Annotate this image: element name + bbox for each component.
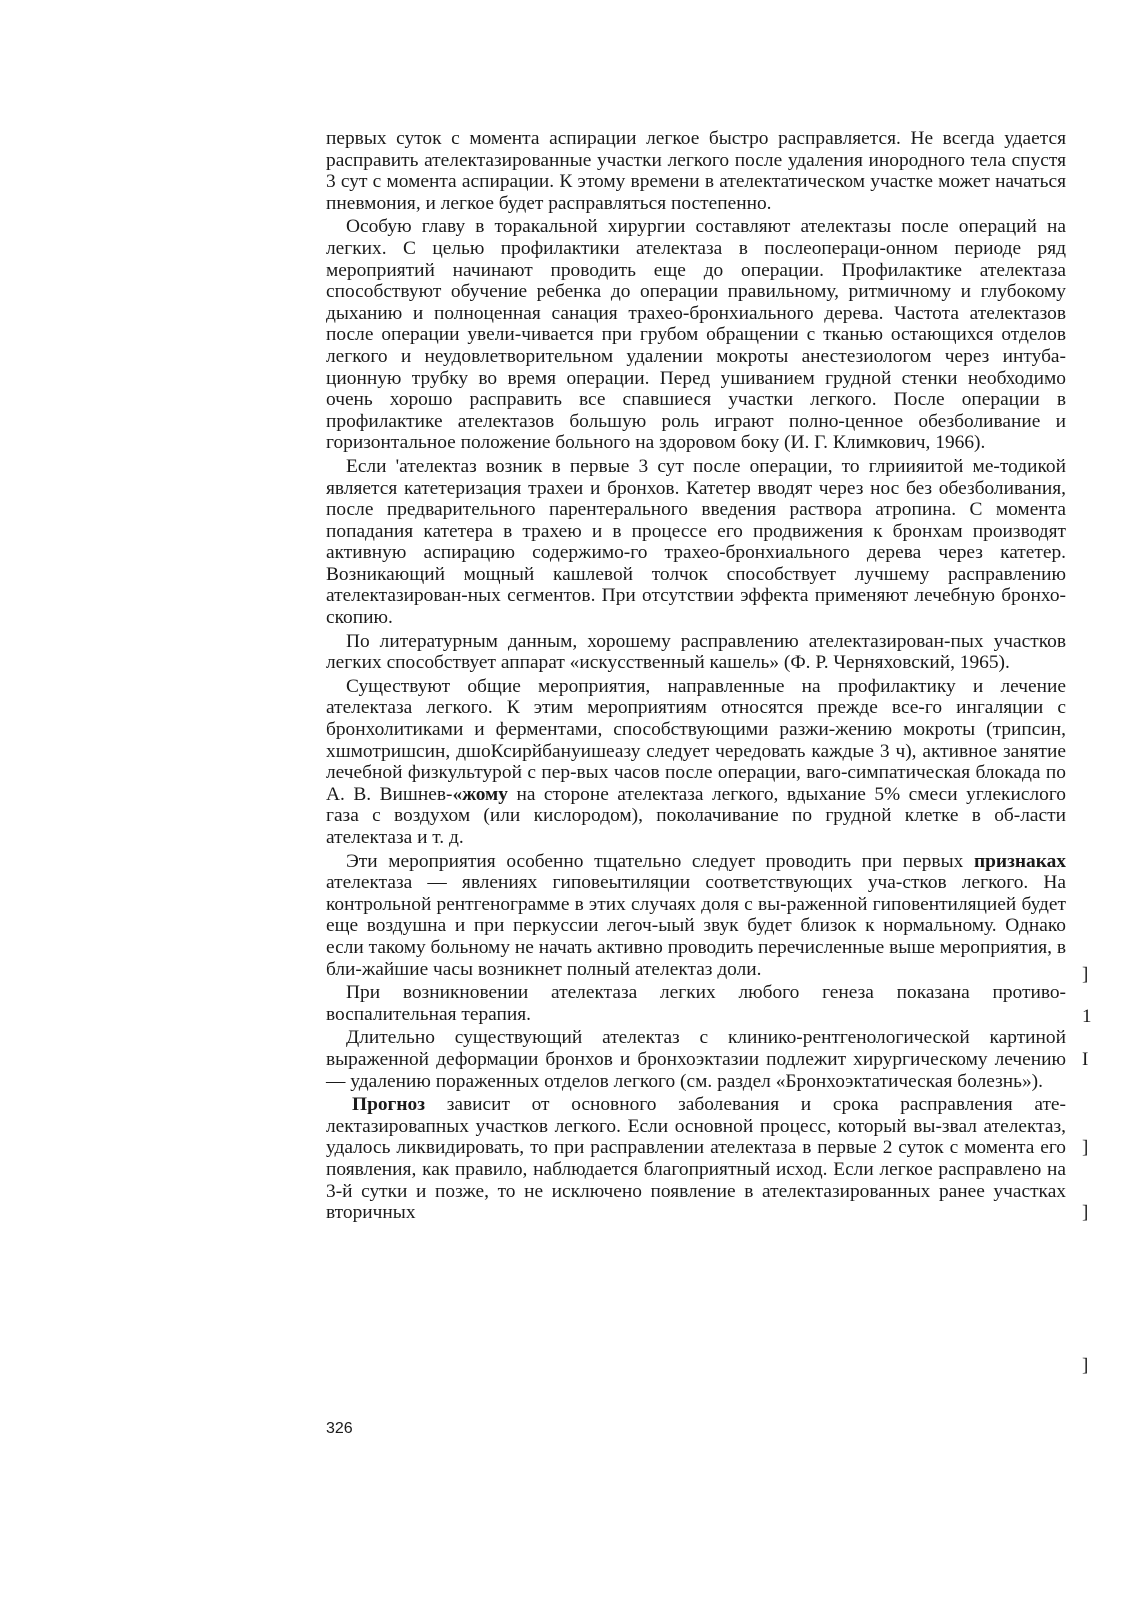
margin-mark: ] bbox=[1082, 1137, 1089, 1158]
paragraph-6: Эти мероприятия особенно тщательно следует проводить при первых признаках ателектаза — явлениях гиповеытиляции соответствующих уча-стков легкого. На контрольной рентгенограмме в этих случаях доля с вы-раженной гиповентиляцией будет еще воздушна и при перкуссии легоч-ыый звук будет близок к нормальному. Однако если такому больному не начать активно проводить перечисленные выше мероприятия, в бли-жайшие часы возникнет полный ателектаз доли. bbox=[326, 850, 1066, 980]
paragraph-1: первых суток с момента аспирации легкое быстро расправляется. Не всегда удается расправить ателектазированные участки легкого после удаления инородного тела спустя 3 сут с момента аспирации. К этому времени в ателектатическом участке может начаться пневмония, и легкое будет расправляться постепенно. bbox=[326, 128, 1066, 214]
paragraph-5: Существуют общие мероприятия, направленные на профилактику и лечение ателектаза легкого. К этим мероприятиям относятся прежде все-го ингаляции с бронхолитиками и ферментами, способствующими разжи-жению мокроты (трипсин, хшмотришсин, дшоКсирйбануишеазу следует чередовать каждые 3 ч), активное занятие лечебной физкультурой с пер-вых часов после операции, ваго-симпатическая блокада по А. В. Вишнев-«жому на стороне ателектаза легкого, вдыхание 5% смеси углекислого газа с воздухом (или кислородом), поколачивание по грудной клетке в об-ласти ателектаза и т. д. bbox=[326, 675, 1066, 848]
paragraph-8: Длительно существующий ателектаз с клинико-рентгенологической картиной выраженной деформации бронхов и бронхоэктазии подлежит хирургическому лечению — удалению пораженных отделов легкого (см. раздел «Бронхоэктатическая болезнь»). bbox=[326, 1027, 1066, 1092]
body-text bbox=[326, 128, 1066, 1226]
margin-mark: ] bbox=[1082, 964, 1089, 985]
margin-mark: I bbox=[1082, 1049, 1089, 1070]
margin-mark: ] bbox=[1082, 1202, 1089, 1223]
paragraph-3: Если 'ателектаз возник в первые 3 сут после операции, то глриияитой ме-тодикой является катетеризация трахеи и бронхов. Катетер вводят через нос без обезболивания, после предварительного парентерального введения раствора атропина. С момента попадания катетера в трахею и в процессе его продвижения к бронхам производят активную аспирацию содержимо-го трахео-бронхиального дерева через катетер. Возникающий мощный кашлевой толчок способствует лучшему расправлению ателектазирован-ных сегментов. При отсутствии эффекта применяют лечебную бронхо-скопию. bbox=[326, 455, 1066, 629]
page-number: 326 bbox=[326, 1420, 353, 1437]
paragraph-4: По литературным данным, хорошему расправлению ателектазирован-пых участков легких способствует аппарат «искусственный кашель» (Ф. Р. Черняховский, 1965). bbox=[326, 630, 1066, 674]
paragraph-7: При возникновении ателектаза легких любого генеза показана противо-воспалительная терапия. bbox=[326, 982, 1066, 1025]
paragraph-2: Особую главу в торакальной хирургии составляют ателектазы после операций на легких. С целью профилактики ателектаза в послеопераци-онном периоде ряд мероприятий начинают проводить еще до операции. Профилактике ателектаза способствуют обучение ребенка до операции правильному, ритмичному и глубокому дыханию и полноценная санация трахео-бронхиального дерева. Частота ателектазов после операции увели-чивается при грубом обращении с тканью остающихся отделов легкого и неудовлетворительном удалении мокроты анестезиологом через интуба-ционную трубку во время операции. Перед ушиванием грудной стенки необходимо очень хорошо расправить все спавшиеся участки легкого. После операции в профилактике ателектазов большую роль играют полно-ценное обезболивание и горизонтальное положение больного на здоровом боку (И. Г. Климкович, 1966). bbox=[326, 216, 1066, 454]
margin-mark: 1 bbox=[1082, 1006, 1092, 1027]
paragraph-9: Прогноз зависит от основного заболевания и срока расправления ате-лектазировапных участков легкого. Если основной процесс, который вы-звал ателектаз, удалось ликвидировать, то при расправлении ателектаза в первые 2 суток с момента его появления, как правило, наблюдается благоприятный исход. Если легкое расправлено на 3-й сутки и позже, то не исключено появление в ателектазированных ранее участках вторичных bbox=[326, 1094, 1066, 1224]
margin-mark: ] bbox=[1082, 1355, 1089, 1376]
